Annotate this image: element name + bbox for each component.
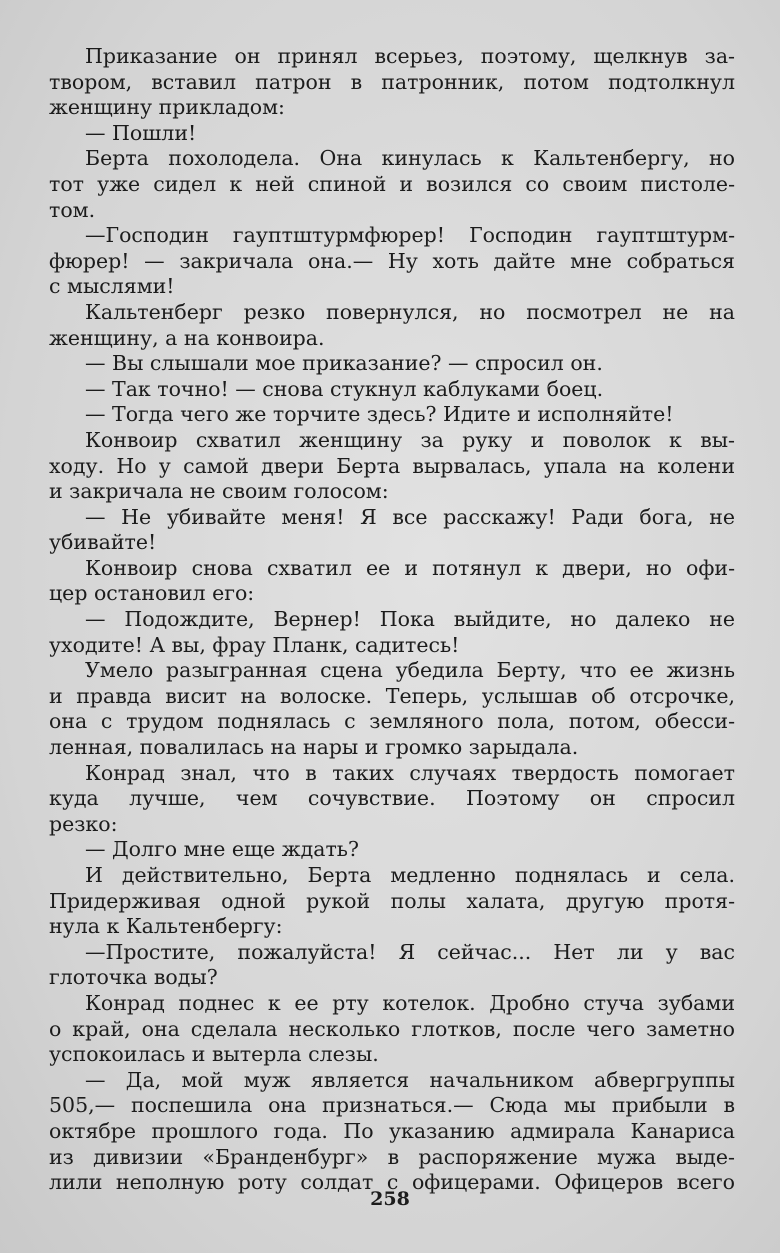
text-line: 505,— поспешила она признаться.— Сюда мы прибыли в — [49, 1093, 735, 1118]
text-line: — Долго мне еще ждать? — [85, 837, 359, 862]
text-line: том. — [49, 197, 96, 222]
text-line: Конвоир снова схватил ее и потянул к двери, но офи- — [85, 555, 735, 580]
text-line: — Не убивайте меня! Я все расскажу! Ради бога, не — [85, 504, 735, 529]
text-line: Конвоир схватил женщину за руку и поволок к вы- — [85, 427, 735, 452]
text-line: уходите! А вы, фрау Планк, садитесь! — [49, 632, 460, 657]
text-line: о край, она сделала несколько глотков, после чего заметно — [49, 1016, 735, 1041]
text-line: Умело разыгранная сцена убедила Берту, что ее жизнь — [85, 658, 735, 683]
text-line: И действительно, Берта медленно поднялась и села. — [85, 863, 735, 887]
page-number: 258 — [370, 1188, 410, 1210]
text-line: Приказание он принял всерьез, поэтому, щелкнув за- — [85, 44, 735, 68]
text-line: Берта похолодела. Она кинулась к Кальтенбергу, но — [85, 146, 735, 171]
text-line: Кальтенберг резко повернулся, но посмотрел не на — [85, 299, 735, 324]
text-line: глоточка воды? — [49, 965, 218, 990]
text-line: убивайте! — [49, 530, 157, 555]
text-line: куда лучше, чем сочувствие. Поэтому он спросил — [49, 786, 735, 811]
text-line: твором, вставил патрон в патронник, потом подтолкнул — [49, 69, 735, 94]
text-line: октябре прошлого года. По указанию адмирала Канариса — [49, 1118, 735, 1143]
text-line: резко: — [49, 811, 118, 836]
text-line: — Да, мой муж является начальником абвергруппы — [85, 1067, 735, 1092]
text-line: женщину прикладом: — [49, 95, 285, 120]
text-line: нула к Кальтенбергу: — [49, 914, 283, 939]
text-line: — Подождите, Вернер! Пока выйдите, но далеко не — [85, 607, 735, 632]
text-line: — Так точно! — снова стукнул каблуками боец. — [85, 376, 604, 401]
text-line: с мыслями! — [49, 274, 175, 299]
text-line: — Тогда чего же торчите здесь? Идите и исполняйте! — [85, 402, 674, 427]
text-line: ленная, повалилась на нары и громко зарыдала. — [49, 735, 579, 760]
text-line: и закричала не своим голосом: — [49, 479, 389, 504]
text-line: Конрад знал, что в таких случаях твердость помогает — [85, 760, 735, 785]
text-line: из дивизии «Бранденбург» в распоряжение мужа выде- — [49, 1144, 735, 1169]
text-line: фюрер! — закричала она.— Ну хоть дайте мне собраться — [49, 248, 735, 273]
text-line: Конрад поднес к ее рту котелок. Дробно стуча зубами — [85, 990, 735, 1015]
text-line: лили неполную роту солдат с офицерами. Офицеров всего — [49, 1170, 735, 1195]
text-line: — Пошли! — [85, 120, 197, 145]
text-line: и правда висит на волоске. Теперь, услышав об отсрочке, — [49, 683, 735, 708]
text-line: цер остановил его: — [49, 581, 255, 606]
text-line: Придерживая одной рукой полы халата, другую протя- — [49, 888, 735, 913]
text-line: успокоилась и вытерла слезы. — [49, 1042, 379, 1067]
page-text — [49, 44, 735, 1196]
text-line: тот уже сидел к ней спиной и возился со своим пистоле- — [49, 171, 735, 196]
text-line: —Господин гауптштурмфюрер! Господин гауптштурм- — [85, 223, 735, 248]
text-line: женщину, а на конвоира. — [49, 325, 325, 350]
text-line: ходу. Но у самой двери Берта вырвалась, упала на колени — [49, 453, 735, 478]
text-line: —Простите, пожалуйста! Я сейчас... Нет ли у вас — [85, 939, 735, 964]
text-line: она с трудом поднялась с земляного пола, потом, обесси- — [49, 709, 735, 734]
text-line: — Вы слышали мое приказание? — спросил он. — [85, 351, 603, 376]
